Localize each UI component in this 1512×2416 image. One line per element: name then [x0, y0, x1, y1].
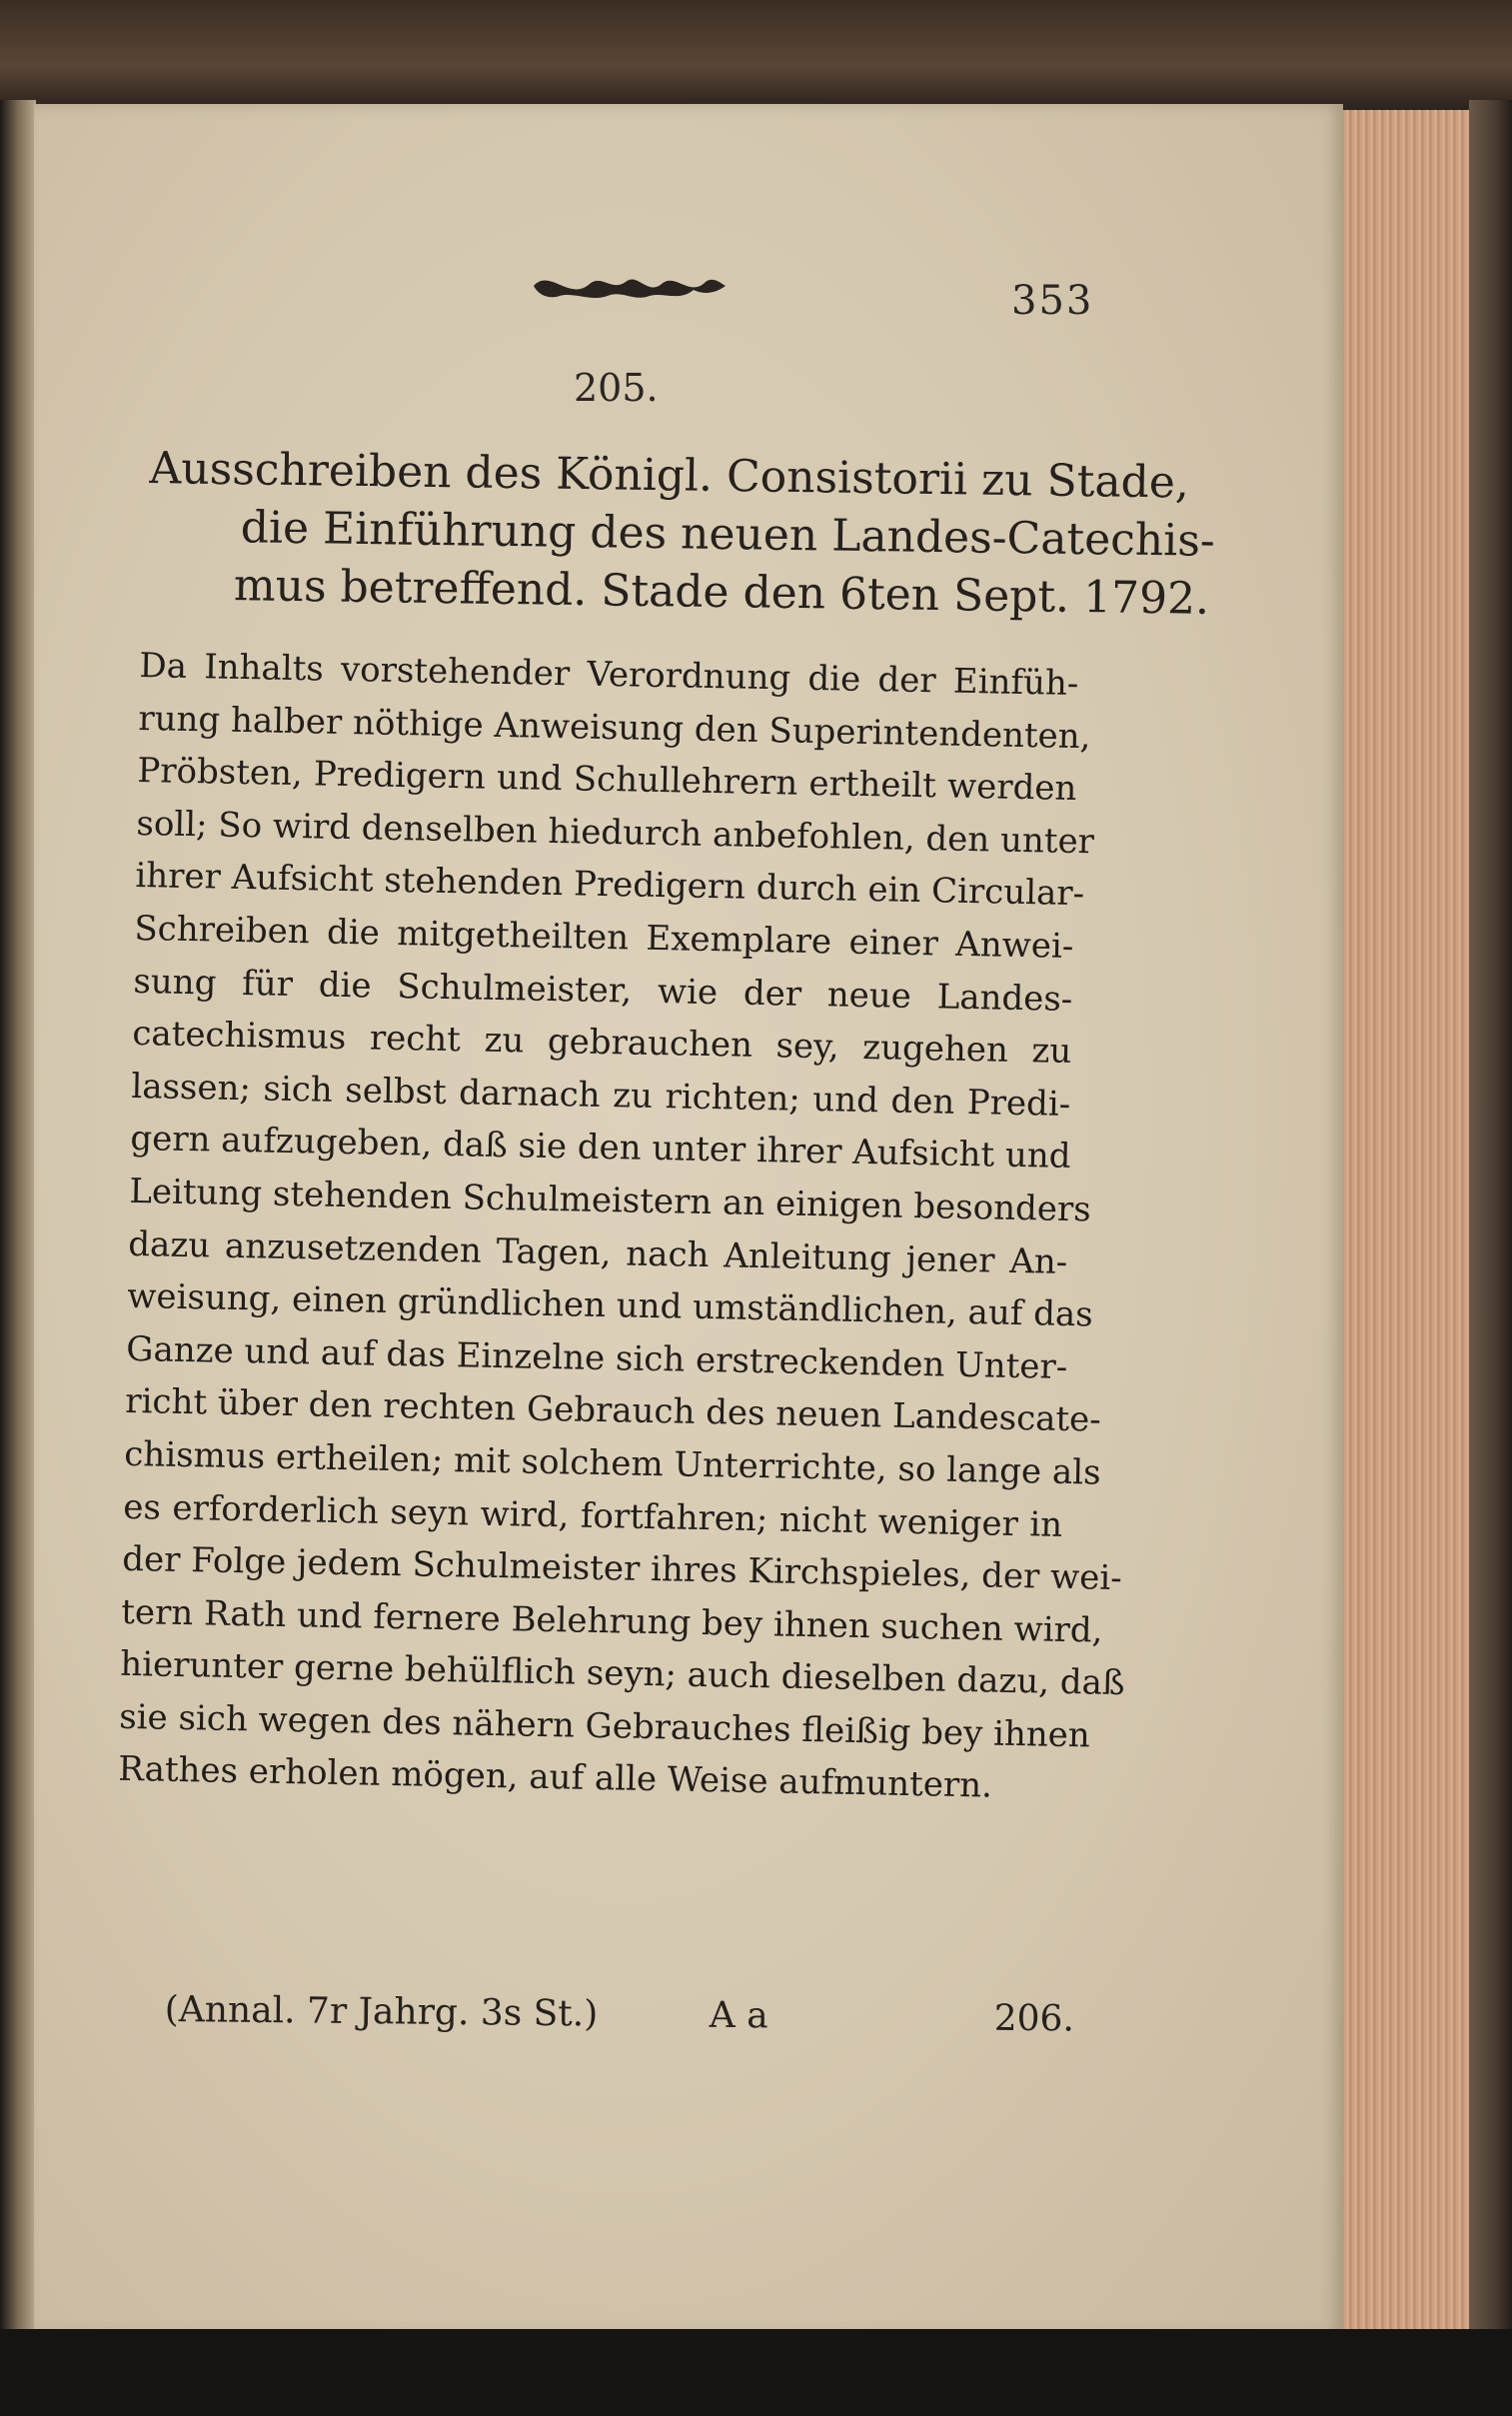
book-spine-edge: [0, 100, 36, 2339]
book-top-edge: [0, 0, 1512, 110]
body-line: lassen; sich selbst darnach zu richten; und den Predi-: [131, 1066, 1071, 1125]
body-line: richt über den rechten Gebrauch des neuen Landescate-: [124, 1381, 1102, 1440]
document-number: 205.: [574, 366, 659, 410]
body-line: Leitung stehenden Schulmeistern an einigen besonders: [129, 1171, 1092, 1230]
body-line: ihrer Aufsicht stehenden Predigern durch ein Circular-: [135, 856, 1085, 915]
body-line: sung für die Schulmeister, wie der neue Landes-: [133, 961, 1073, 1020]
body-line: Rathes erholen mögen, auf alle Weise aufmuntern.: [117, 1749, 993, 1807]
heading-line: mus betreffend. Stade den 6ten Sept. 1792.: [233, 560, 1210, 625]
body-line: soll; So wird denselben hiedurch anbefohlen, den unter: [136, 803, 1095, 863]
body-line: gern aufzugeben, daß sie den unter ihrer Aufsicht und: [130, 1119, 1071, 1178]
body-line: Ganze und auf das Einzelne sich erstreckenden Unter-: [125, 1328, 1068, 1387]
document-heading: [148, 440, 1216, 627]
body-line: weisung, einen gründlichen und umständlichen, auf das: [127, 1276, 1094, 1335]
body-text: [117, 640, 1125, 1814]
source-note: (Annal. 7r Jahrg. 3s St.): [164, 1989, 599, 2035]
body-line: der Folge jedem Schulmeister ihres Kirchspieles, der wei-: [121, 1538, 1123, 1599]
catchword: 206.: [993, 1997, 1075, 2040]
ornament-headpiece: [530, 262, 730, 310]
body-line: Pröbsten, Predigern und Schullehrern ertheilt werden: [137, 751, 1077, 810]
body-line: Da Inhalts vorstehender Verordnung die der Einfüh-: [139, 645, 1079, 705]
page-block-edge: [1334, 110, 1487, 2334]
heading-line: die Einführung des neuen Landes-Catechis-: [240, 502, 1216, 567]
book-bottom-edge: [0, 2329, 1512, 2416]
body-line: rung halber nöthige Anweisung den Superintendenten,: [138, 698, 1091, 757]
body-line: catechismus recht zu gebrauchen sey, zugehen zu: [132, 1014, 1072, 1073]
body-line: tern Rath und fernere Belehrung bey ihnen suchen wird,: [120, 1591, 1103, 1651]
body-line: dazu anzusetzenden Tagen, nach Anleitung jener An-: [128, 1223, 1068, 1282]
signature-mark: A a: [709, 1994, 768, 2037]
page-number: 353: [1011, 278, 1094, 324]
body-line: chismus ertheilen; mit solchem Unterrichte, so lange als: [123, 1433, 1101, 1493]
body-line: Schreiben die mitgetheilten Exemplare einer Anwei-: [134, 908, 1074, 967]
heading-line: Ausschreiben des Königl. Consistorii zu Stade,: [149, 442, 1190, 509]
book-cover-edge: [1469, 100, 1512, 2359]
body-line: hierunter gerne behülflich seyn; auch dieselben dazu, daß: [119, 1644, 1125, 1704]
page-footer: [164, 1989, 1083, 2049]
body-line: es erforderlich seyn wird, fortfahren; nicht weniger in: [122, 1486, 1063, 1545]
body-line: sie sich wegen des nähern Gebrauches fleißig bey ihnen: [118, 1696, 1091, 1756]
